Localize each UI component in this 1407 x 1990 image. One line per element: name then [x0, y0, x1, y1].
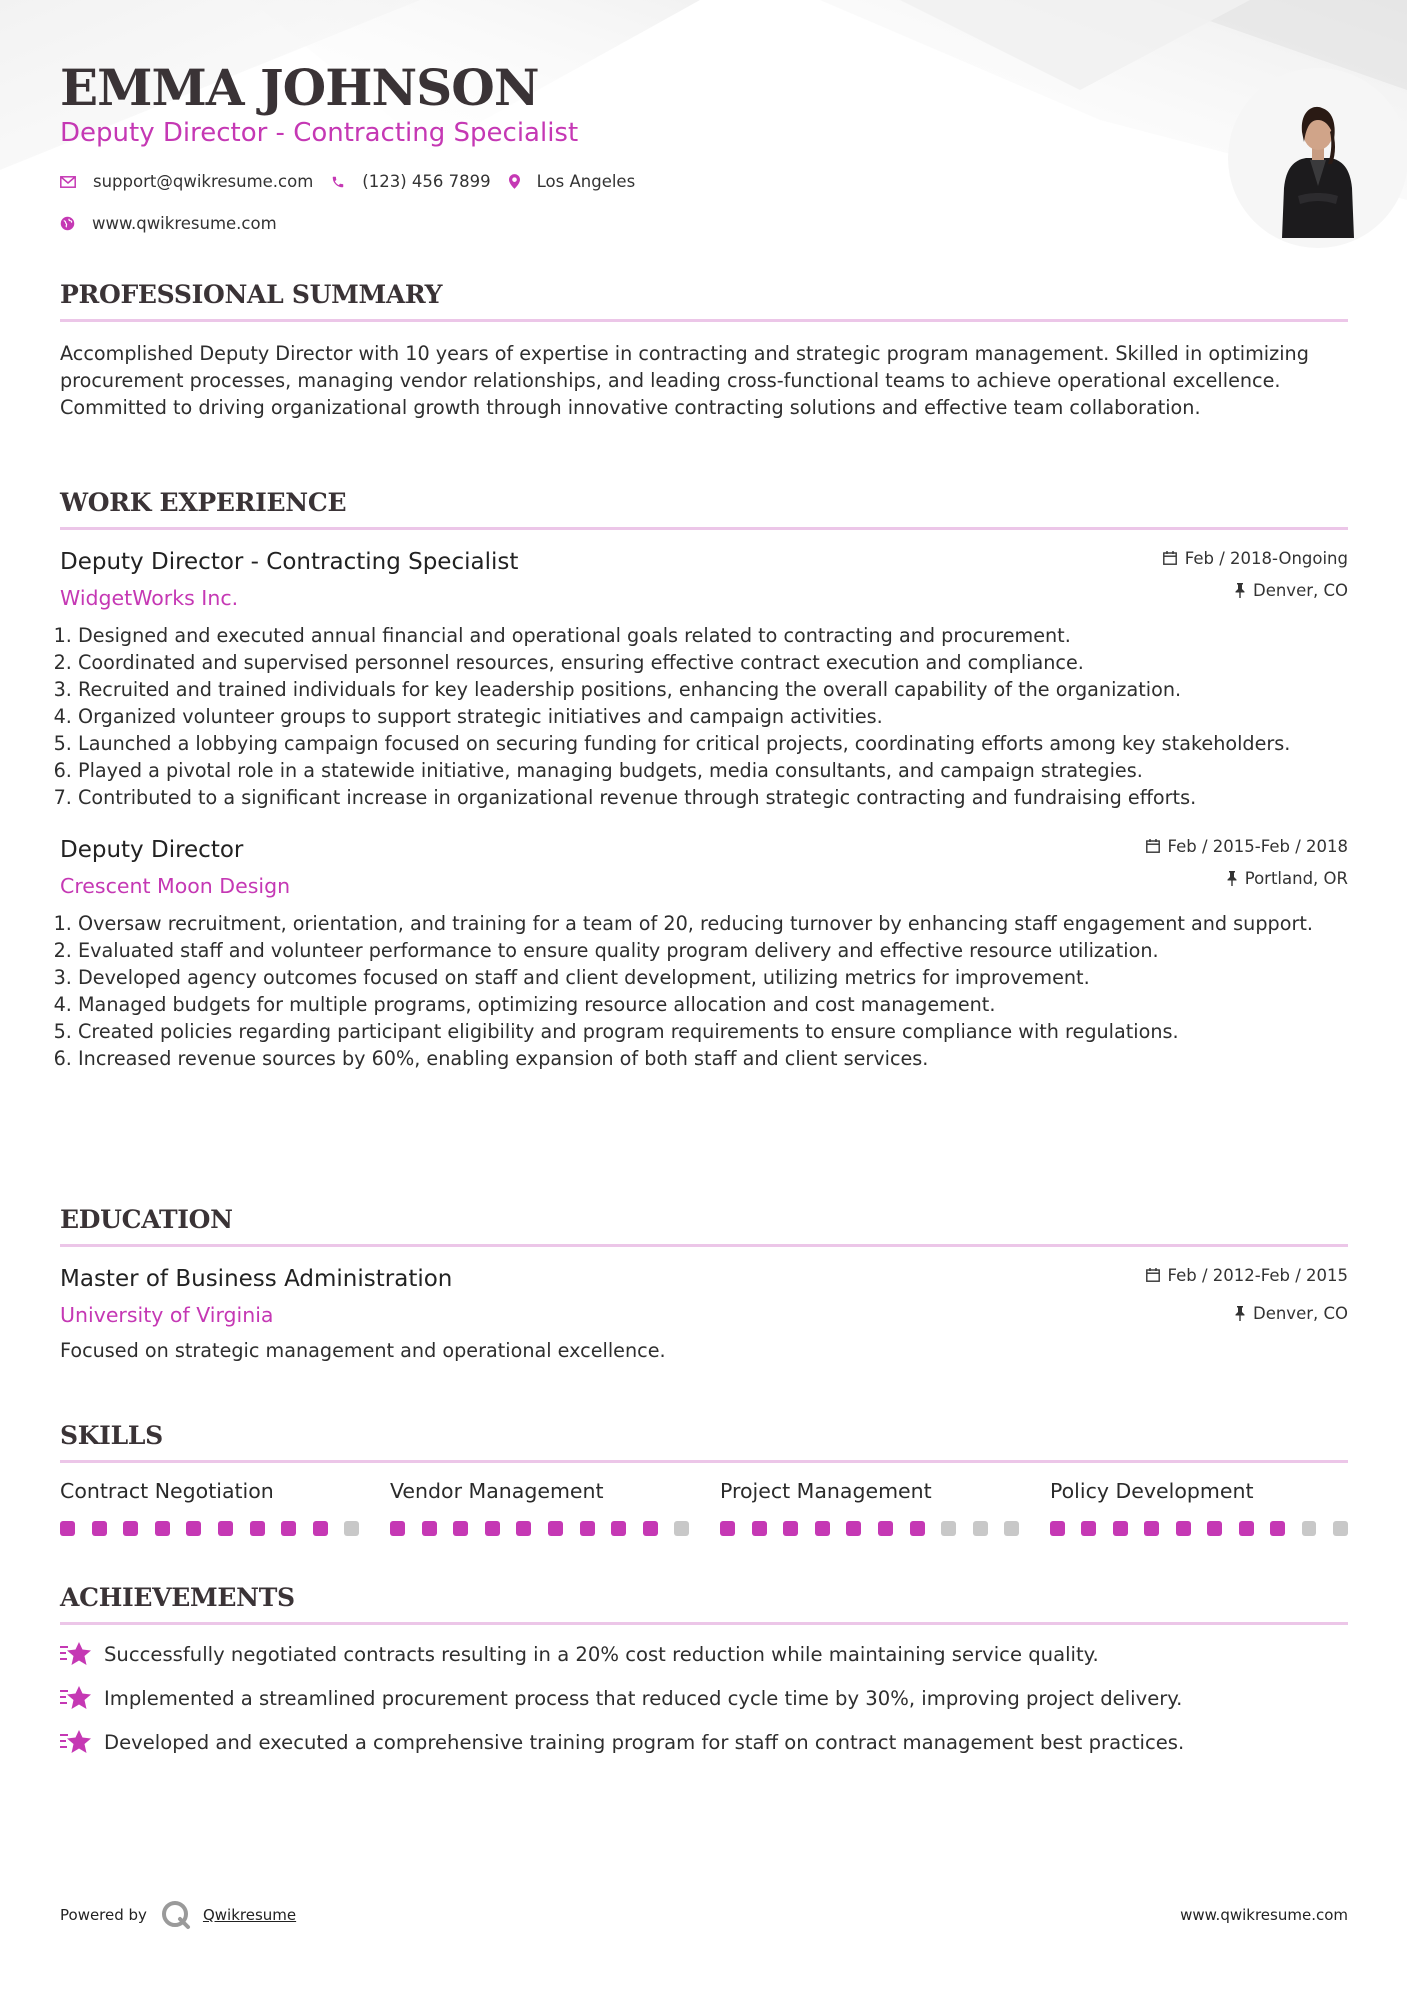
powered-by-label: Powered by — [60, 1906, 147, 1924]
education-dates-text: Feb / 2012-Feb / 2015 — [1167, 1265, 1348, 1285]
skill-item — [390, 1479, 720, 1536]
contact-website[interactable] — [60, 214, 277, 233]
candidate-name: EMMA JOHNSON — [60, 58, 539, 117]
star-icon — [60, 1641, 92, 1667]
skill-dot-filled — [186, 1521, 201, 1536]
job-company: Crescent Moon Design — [60, 874, 291, 898]
skill-dot-filled — [123, 1521, 138, 1536]
map-pin-icon — [509, 174, 520, 189]
job-bullet: 2. Evaluated staff and volunteer performance to ensure quality program delivery and effective resource utilization. — [78, 937, 1348, 964]
job-bullet: 3. Developed agency outcomes focused on staff and client development, utilizing metrics for improvement. — [78, 964, 1348, 991]
pushpin-icon — [1235, 583, 1245, 598]
achievement-text: Successfully negotiated contracts resulting in a 20% cost reduction while maintaining service quality. — [104, 1642, 1099, 1666]
job-bullet: 4. Organized volunteer groups to support strategic initiatives and campaign activities. — [78, 703, 1348, 730]
website-text: www.qwikresume.com — [92, 214, 277, 233]
summary-heading: PROFESSIONAL SUMMARY — [60, 280, 1348, 322]
skill-name: Contract Negotiation — [60, 1479, 274, 1503]
job-entry — [60, 547, 1348, 811]
job-bullets — [60, 622, 1348, 811]
skill-dot-filled — [1239, 1521, 1254, 1536]
skill-dot-filled — [580, 1521, 595, 1536]
education-meta — [1146, 1264, 1348, 1324]
star-icon — [60, 1729, 92, 1755]
job-location — [1163, 579, 1348, 601]
achievements-section — [60, 1583, 1348, 1757]
skill-dot-filled — [453, 1521, 468, 1536]
skill-dot-filled — [1081, 1521, 1096, 1536]
skill-rating — [60, 1521, 390, 1536]
degree: Master of Business Administration — [60, 1266, 453, 1292]
profile-photo — [1228, 68, 1407, 248]
skill-dot-filled — [1144, 1521, 1159, 1536]
job-meta — [1163, 547, 1348, 601]
skill-dot-filled — [218, 1521, 233, 1536]
skill-dot-empty — [674, 1521, 689, 1536]
job-company: WidgetWorks Inc. — [60, 586, 239, 610]
job-bullets — [60, 910, 1348, 1072]
contact-phone[interactable] — [331, 172, 490, 191]
summary-text: Accomplished Deputy Director with 10 years of expertise in contracting and strategic program management. Skilled in optimizing procurement processes, managing vendor relationships, and leading cross-functional teams to achieve operational excellence. Committed to driving organizational growth through innovative contracting solutions and effective team collaboration. — [60, 342, 1309, 419]
job-dates-text: Feb / 2015-Feb / 2018 — [1167, 836, 1348, 856]
envelope-icon — [60, 176, 76, 188]
achievement-text: Developed and executed a comprehensive training program for staff on contract management best practices. — [104, 1730, 1185, 1754]
job-meta — [1146, 835, 1348, 889]
calendar-icon — [1146, 839, 1160, 853]
skill-dot-filled — [516, 1521, 531, 1536]
pushpin-icon — [1227, 871, 1237, 886]
job-entry — [60, 835, 1348, 1072]
achievement-item — [60, 1639, 1348, 1669]
skill-dot-filled — [878, 1521, 893, 1536]
job-title: Deputy Director — [60, 837, 244, 863]
skill-dot-empty — [1004, 1521, 1019, 1536]
skill-item — [60, 1479, 390, 1536]
skill-dot-filled — [422, 1521, 437, 1536]
skill-dot-filled — [548, 1521, 563, 1536]
skill-dot-filled — [643, 1521, 658, 1536]
experience-section — [60, 488, 1348, 1072]
skill-dot-filled — [313, 1521, 328, 1536]
skill-dot-filled — [390, 1521, 405, 1536]
skill-dot-filled — [752, 1521, 767, 1536]
job-dates-text: Feb / 2018-Ongoing — [1184, 548, 1348, 568]
achievement-item — [60, 1727, 1348, 1757]
skill-dot-filled — [250, 1521, 265, 1536]
skill-name: Policy Development — [1050, 1479, 1254, 1503]
skills-section — [60, 1421, 1348, 1536]
skill-item — [720, 1479, 1050, 1536]
job-location-text: Portland, OR — [1244, 868, 1348, 888]
brand-link[interactable]: Qwikresume — [202, 1906, 297, 1924]
calendar-icon — [1163, 551, 1177, 565]
skill-rating — [720, 1521, 1050, 1536]
education-section — [60, 1205, 1348, 1364]
skills-list — [60, 1479, 1348, 1536]
footer — [60, 1900, 1348, 1930]
skill-dot-empty — [344, 1521, 359, 1536]
job-bullet: 7. Contributed to a significant increase in organizational revenue through strategic contracting and fundraising efforts. — [78, 784, 1348, 811]
skill-dot-filled — [611, 1521, 626, 1536]
job-bullet: 3. Recruited and trained individuals for key leadership positions, enhancing the overall capability of the organization. — [78, 676, 1348, 703]
qwikresume-logo-icon — [161, 1900, 191, 1930]
skills-heading: SKILLS — [60, 1421, 1348, 1463]
summary-section — [60, 280, 1348, 421]
job-bullet: 6. Increased revenue sources by 60%, enabling expansion of both staff and client services. — [78, 1045, 1348, 1072]
contact-email[interactable] — [60, 172, 313, 191]
skill-dot-filled — [1113, 1521, 1128, 1536]
skill-item — [1050, 1479, 1348, 1536]
star-icon — [60, 1685, 92, 1711]
school: University of Virginia — [60, 1303, 274, 1327]
skill-dot-filled — [783, 1521, 798, 1536]
job-bullet: 6. Played a pivotal role in a statewide initiative, managing budgets, media consultants, and campaign strategies. — [78, 757, 1348, 784]
job-location — [1146, 867, 1348, 889]
job-dates — [1146, 835, 1348, 857]
phone-icon — [331, 175, 345, 189]
skill-dot-filled — [92, 1521, 107, 1536]
phone-text: (123) 456 7899 — [362, 172, 491, 191]
contact-location — [509, 172, 636, 191]
skill-dot-filled — [720, 1521, 735, 1536]
education-description: Focused on strategic management and operational excellence. — [60, 1339, 666, 1362]
skill-name: Vendor Management — [390, 1479, 604, 1503]
job-title: Deputy Director - Contracting Specialist — [60, 549, 519, 575]
skill-rating — [1050, 1521, 1348, 1536]
skill-dot-filled — [1207, 1521, 1222, 1536]
job-bullet: 4. Managed budgets for multiple programs, optimizing resource allocation and cost management. — [78, 991, 1348, 1018]
location-text: Los Angeles — [536, 172, 636, 191]
education-heading: EDUCATION — [60, 1205, 1348, 1247]
achievements-heading: ACHIEVEMENTS — [60, 1583, 1348, 1625]
skill-dot-filled — [281, 1521, 296, 1536]
job-bullet: 1. Designed and executed annual financial and operational goals related to contracting and procurement. — [78, 622, 1348, 649]
achievement-item — [60, 1683, 1348, 1713]
skill-dot-empty — [941, 1521, 956, 1536]
pushpin-icon — [1235, 1306, 1245, 1321]
job-bullet: 2. Coordinated and supervised personnel resources, ensuring effective contract execution and compliance. — [78, 649, 1348, 676]
skill-dot-filled — [485, 1521, 500, 1536]
job-bullet: 1. Oversaw recruitment, orientation, and training for a team of 20, reducing turnover by enhancing staff engagement and support. — [78, 910, 1348, 937]
job-bullet: 5. Created policies regarding participant eligibility and program requirements to ensure compliance with regulations. — [78, 1018, 1348, 1045]
skill-dot-empty — [973, 1521, 988, 1536]
skill-name: Project Management — [720, 1479, 932, 1503]
education-location — [1146, 1302, 1348, 1324]
job-bullet: 5. Launched a lobbying campaign focused on securing funding for critical projects, coordinating efforts among key stakeholders. — [78, 730, 1348, 757]
education-location-text: Denver, CO — [1252, 1303, 1348, 1323]
globe-icon — [60, 216, 75, 231]
skill-dot-filled — [815, 1521, 830, 1536]
job-location-text: Denver, CO — [1252, 580, 1348, 600]
skill-dot-filled — [846, 1521, 861, 1536]
contact-row-website — [60, 214, 295, 233]
skill-dot-filled — [1270, 1521, 1285, 1536]
skill-dot-filled — [155, 1521, 170, 1536]
skill-dot-empty — [1302, 1521, 1317, 1536]
skill-dot-filled — [910, 1521, 925, 1536]
skill-dot-empty — [1333, 1521, 1348, 1536]
achievement-text: Implemented a streamlined procurement process that reduced cycle time by 30%, improving project delivery. — [104, 1686, 1183, 1710]
email-text: support@qwikresume.com — [93, 172, 314, 191]
education-entry — [60, 1264, 1348, 1364]
experience-heading: WORK EXPERIENCE — [60, 488, 1348, 530]
education-dates — [1146, 1264, 1348, 1286]
skill-dot-filled — [60, 1521, 75, 1536]
contact-row — [60, 172, 653, 191]
job-dates — [1163, 547, 1348, 569]
candidate-title: Deputy Director - Contracting Specialist — [60, 118, 579, 148]
skill-dot-filled — [1176, 1521, 1191, 1536]
calendar-icon — [1146, 1268, 1160, 1282]
skill-dot-filled — [1050, 1521, 1065, 1536]
person-portrait-icon — [1228, 68, 1407, 248]
skill-rating — [390, 1521, 720, 1536]
footer-website-link[interactable]: www.qwikresume.com — [1180, 1906, 1348, 1924]
